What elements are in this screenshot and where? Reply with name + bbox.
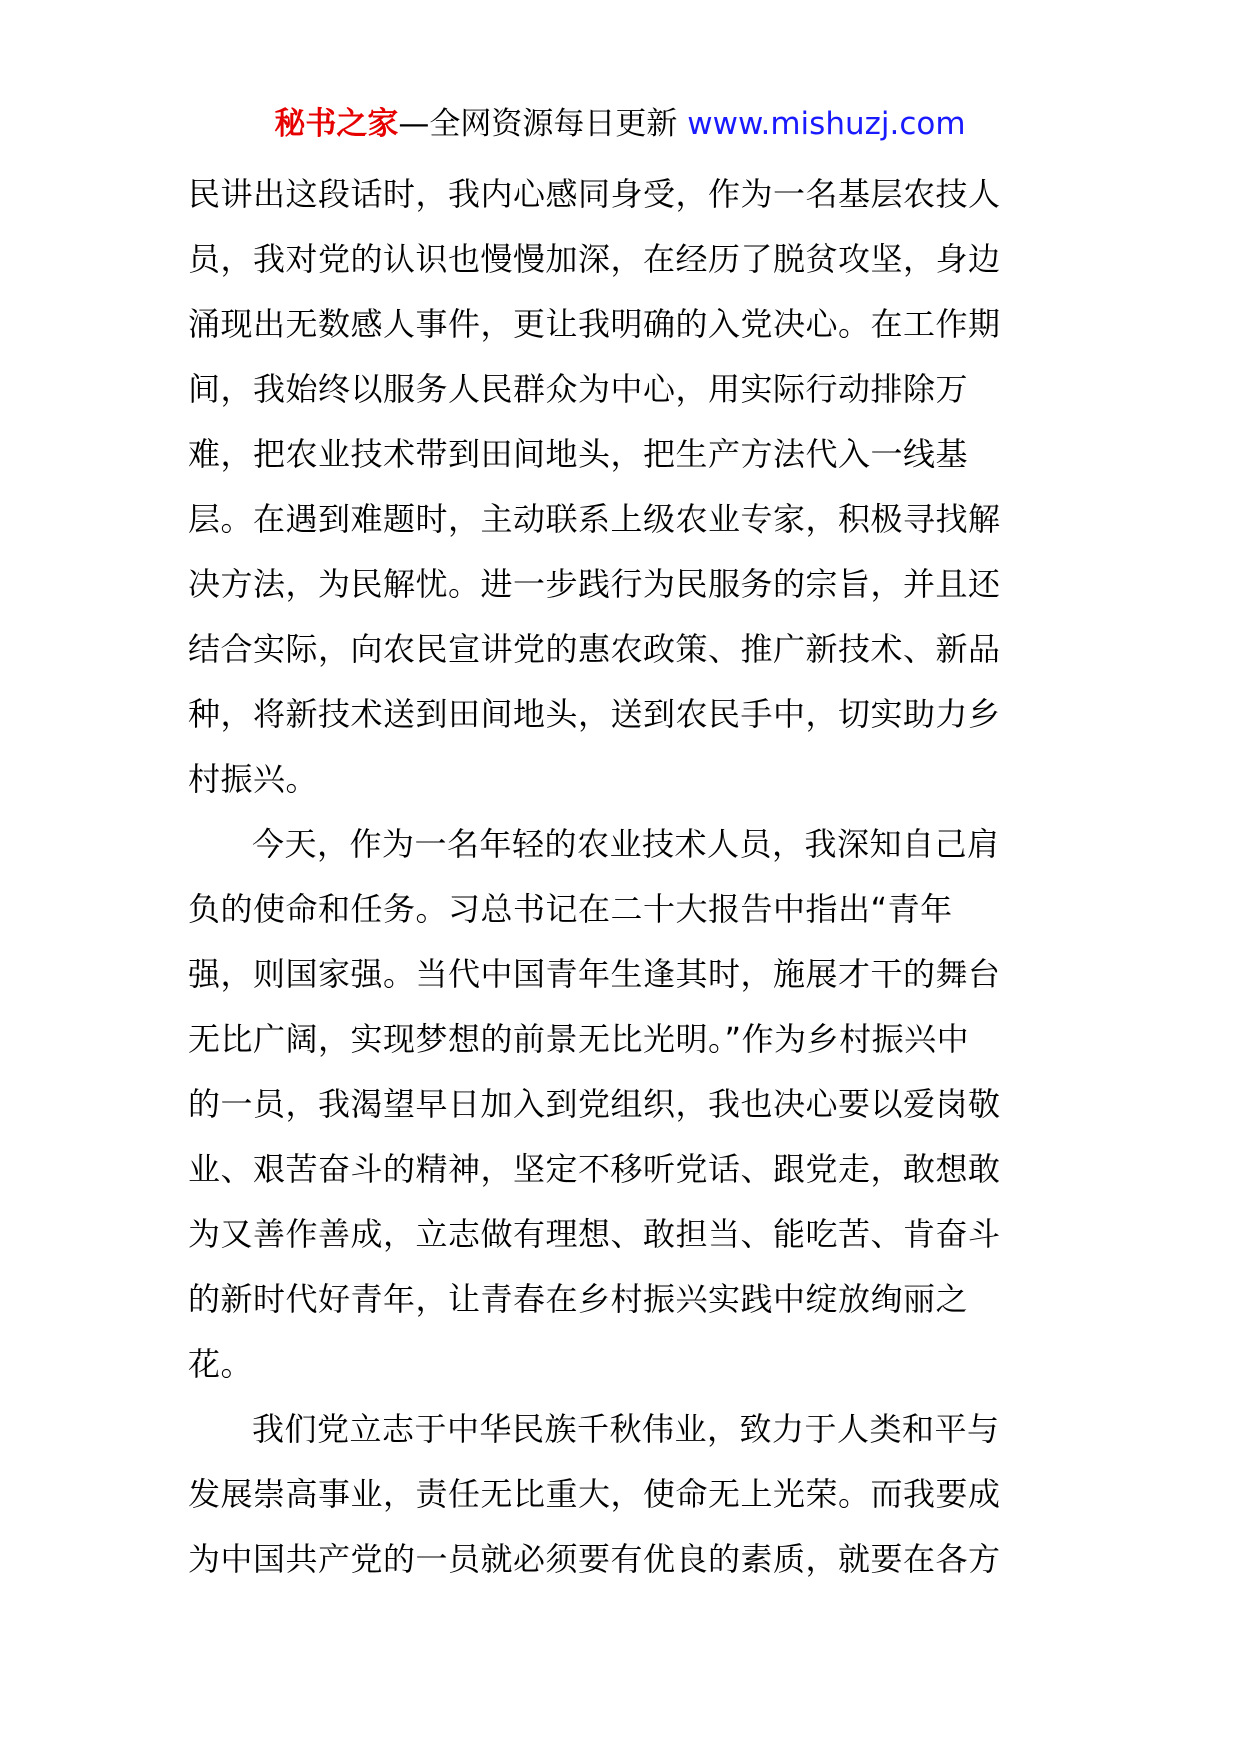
text-line: 间，我始终以服务人民群众为中心，用实际行动排除万 (188, 370, 969, 408)
text-line: 涌现出无数感人事件，更让我明确的入党决心。在工作期 (188, 305, 1001, 343)
text-line: 的一员，我渴望早日加入到党组织，我也决心要以爱岗敬 (188, 1085, 1001, 1123)
document-body (188, 162, 1056, 1592)
paragraph-3 (188, 1397, 1056, 1592)
text-line: 花。 (188, 1345, 254, 1383)
header-url-link[interactable]: www.mishuzj.com (687, 106, 966, 142)
text-line: 员，我对党的认识也慢慢加深，在经历了脱贫攻坚，身边 (188, 240, 1001, 278)
text-line: 强，则国家强。当代中国青年生逢其时，施展才干的舞台 (188, 955, 1001, 993)
text-line: 业、艰苦奋斗的精神，坚定不移听党话、跟党走，敢想敢 (188, 1150, 1001, 1188)
text-line: 的新时代好青年，让青春在乡村振兴实践中绽放绚丽之 (188, 1280, 969, 1318)
text-line: 种，将新技术送到田间地头，送到农民手中，切实助力乡 (188, 695, 1001, 733)
text-line: 我们党立志于中华民族千秋伟业，致力于人类和平与 (252, 1410, 1000, 1448)
text-line: 层。在遇到难题时，主动联系上级农业专家，积极寻找解 (188, 500, 1001, 538)
paragraph-2 (188, 812, 1056, 1397)
text-line: 决方法，为民解忧。进一步践行为民服务的宗旨，并且还 (188, 565, 1001, 603)
text-line: 发展崇高事业，责任无比重大，使命无上光荣。而我要成 (188, 1475, 1001, 1513)
header-tagline: —全网资源每日更新 (398, 106, 688, 142)
text-line: 难，把农业技术带到田间地头，把生产方法代入一线基 (188, 435, 969, 473)
text-line: 为中国共产党的一员就必须要有优良的素质，就要在各方 (188, 1540, 1001, 1578)
text-line: 村振兴。 (188, 760, 319, 798)
text-line: 负的使命和任务。习总书记在二十大报告中指出“青年 (188, 890, 953, 928)
paragraph-1 (188, 162, 1056, 812)
page-header (0, 100, 1240, 148)
text-line: 为又善作善成，立志做有理想、敢担当、能吃苦、肯奋斗 (188, 1215, 1001, 1253)
text-line: 结合实际，向农民宣讲党的惠农政策、推广新技术、新品 (188, 630, 1001, 668)
header-brand: 秘书之家 (274, 106, 399, 142)
text-line: 无比广阔，实现梦想的前景无比光明。”作为乡村振兴中 (188, 1020, 970, 1058)
text-line: 今天，作为一名年轻的农业技术人员，我深知自己肩 (252, 825, 1000, 863)
text-line: 民讲出这段话时，我内心感同身受，作为一名基层农技人 (188, 175, 1001, 213)
